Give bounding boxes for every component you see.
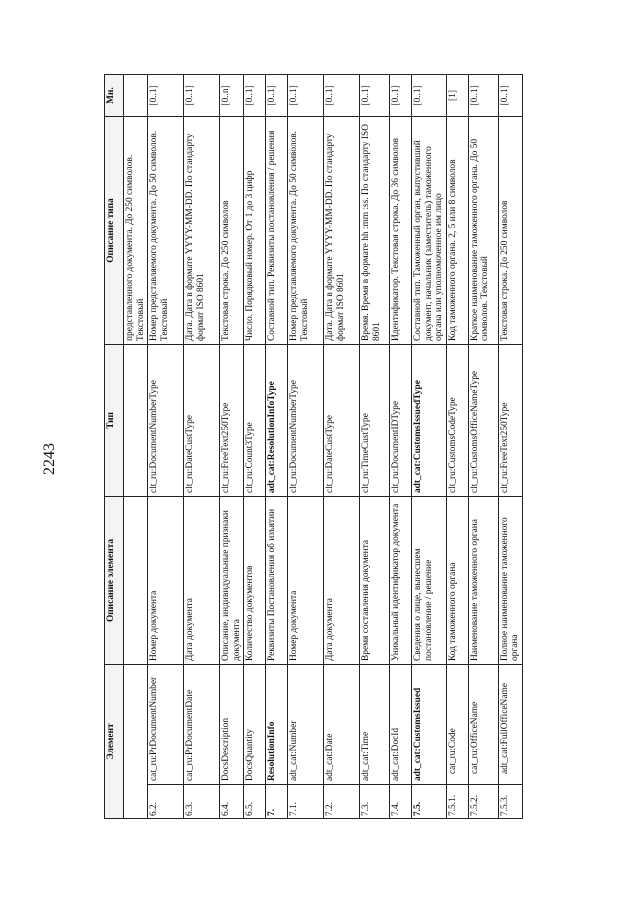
cell-type: clt_ru:DocumentIDType (390, 345, 412, 497)
cell-type-description: Время. Время в формате hh :mm :ss. По стандарту ISO 8601 (360, 117, 390, 345)
cell-type: clt_ru:FreeText250Type (498, 345, 522, 497)
cell-number: 7.5.1. (446, 785, 468, 819)
cell-element-description: Дата документа (184, 497, 220, 665)
table-row-continuation (124, 75, 148, 819)
cell-type-description: Дата. Дата в формате YYYY-MM-DD. По стандарту формат ISO 8601 (184, 117, 220, 345)
cell-element: adt_cat:Number (288, 665, 324, 785)
header-element: Элемент (105, 665, 124, 819)
header-multiplicity: Мн. (105, 75, 124, 117)
header-element-description: Описание элемента (105, 497, 124, 665)
cell-element-description: Дата документа (324, 497, 360, 665)
table-row (360, 75, 390, 819)
table-header-row (105, 75, 124, 819)
table-row-section (266, 75, 288, 819)
cell-element: cat_ru:Code (446, 665, 468, 785)
table-row (184, 75, 220, 819)
cell-multiplicity: [0..1] (244, 75, 266, 117)
cell-number: 6.5. (244, 785, 266, 819)
cell-element-description: Уникальный идентификатор документа (390, 497, 412, 665)
cell-element-description: Реквизиты Постановления об изъятии (266, 497, 288, 665)
cell-number: 7.5.3. (498, 785, 522, 819)
cell-element-description: Количество документов (244, 497, 266, 665)
cell-multiplicity: [0..1] (148, 75, 184, 117)
cell-multiplicity: [0..1] (390, 75, 412, 117)
cell-multiplicity: [0..1] (288, 75, 324, 117)
cell-element: adt_cat:CustomsIssued (412, 665, 447, 785)
cell-element: DocsQuantity (244, 665, 266, 785)
cell-element: cat_ru:OfficeName (468, 665, 498, 785)
cell-type: clt_ru:DateCustType (184, 345, 220, 497)
cell-number: 7.3. (360, 785, 390, 819)
cell-type-description: Текстовая строка. До 250 символов (498, 117, 522, 345)
table-row (468, 75, 498, 819)
cell-element-description: Код таможенного органа (446, 497, 468, 665)
cell-multiplicity: [1] (446, 75, 468, 117)
cell-element: DocsDescription (220, 665, 244, 785)
cell-type-description: Номер представляемого документа. До 50 символов. Текстовый (288, 117, 324, 345)
cell-multiplicity: [0..1] (498, 75, 522, 117)
table-row (390, 75, 412, 819)
cell-multiplicity (124, 75, 148, 117)
cell-type: clt_ru:Count3Type (244, 345, 266, 497)
cell-element: adt_cat:FullOfficeName (498, 665, 522, 785)
cell-type-description: Номер представляемого документа. До 50 символов. Текстовый (148, 117, 184, 345)
cell-element: adt_cat:Date (324, 665, 360, 785)
cell-element-description: Наименование таможенного органа (468, 497, 498, 665)
cell-element: cat_ru:PrDocumentNumber (148, 665, 184, 785)
cell-type-description: Составной тип. Таможенный орган, выпустивший документ, начальник (заместитель) таможенного органа или уполномоченное им лицо (412, 117, 447, 345)
cell-type-description: Краткое наименование таможенного органа. До 50 символов. Текстовый (468, 117, 498, 345)
cell-type: clt_ru:CustomsOfficeNameType (468, 345, 498, 497)
cell-type: clt_ru:DocumentNumberType (148, 345, 184, 497)
cell-number: 6.3. (184, 785, 220, 819)
cell-element: ResolutionInfo (266, 665, 288, 785)
cell-number: 7.2. (324, 785, 360, 819)
cell-multiplicity: [0..1] (324, 75, 360, 117)
cell-type-description: Текстовая строка. До 250 символов (220, 117, 244, 345)
table-row (324, 75, 360, 819)
cell-element-description: Время составления документа (360, 497, 390, 665)
cell-element: cat_ru:PrDocumentDate (184, 665, 220, 785)
cell-element-description: Сведения о лице, вынесшем постановление / решение (412, 497, 447, 665)
cell-type: clt_ru:CustomsCodeType (446, 345, 468, 497)
page-number: 2243 (41, 443, 58, 475)
cell-number: 7.4. (390, 785, 412, 819)
cell-multiplicity: [0..1] (184, 75, 220, 117)
cell-type-description: Код таможенного органа. 2, 5 или 8 символов (446, 117, 468, 345)
schema-table-sheet (104, 75, 536, 819)
cell-number: 7.1. (288, 785, 324, 819)
cell-type: clt_ru:FreeText250Type (220, 345, 244, 497)
cell-multiplicity: [0..1] (468, 75, 498, 117)
schema-table (104, 74, 523, 819)
table-row-section (412, 75, 447, 819)
cell-number: 6.4. (220, 785, 244, 819)
header-type: Тип (105, 345, 124, 497)
table-row (148, 75, 184, 819)
cell-multiplicity: [0..n] (220, 75, 244, 117)
table-row (498, 75, 522, 819)
cell-element-description: Описание, индивидуальные признаки документа (220, 497, 244, 665)
cell-type: adt_cat:CustomsIssuedType (412, 345, 447, 497)
cell-number: 6.2. (148, 785, 184, 819)
cell-multiplicity: [0..1] (266, 75, 288, 117)
cell-type-description: Дата. Дата в формате YYYY-MM-DD. По стандарту формат ISO 8601 (324, 117, 360, 345)
cell-type-description: Идентификатор. Текстовая строка. До 36 символов (390, 117, 412, 345)
cell-type: clt_ru:TimeCustType (360, 345, 390, 497)
cell-element-description: Номер документа (148, 497, 184, 665)
cell-type-description: Число. Порядковый номер. От 1 до 3 цифр (244, 117, 266, 345)
table-row (220, 75, 244, 819)
cell-number: 7. (266, 785, 288, 819)
cell-type: clt_ru:DateCustType (324, 345, 360, 497)
cell-multiplicity: [0..1] (412, 75, 447, 117)
cell-number: 7.5.2. (468, 785, 498, 819)
cell-element: adt_cat:DocId (390, 665, 412, 785)
cell-number: 7.5. (412, 785, 447, 819)
cell-type: adt_cat:ResolutionInfoType (266, 345, 288, 497)
table-row (288, 75, 324, 819)
cell-element: adt_cat:Time (360, 665, 390, 785)
cell-element-description: Номер документа (288, 497, 324, 665)
cell-multiplicity: [0..1] (360, 75, 390, 117)
cell-element-description: Полное наименование таможенного органа (498, 497, 522, 665)
table-row (244, 75, 266, 819)
table-row (446, 75, 468, 819)
cell-type: clt_ru:DocumentNumberType (288, 345, 324, 497)
cell-type-description: Составной тип. Реквизиты постановления / решения (266, 117, 288, 345)
cell-type-description: представленного документа. До 250 символов. Текстовый (124, 117, 148, 345)
header-type-description: Описание типа (105, 117, 124, 345)
